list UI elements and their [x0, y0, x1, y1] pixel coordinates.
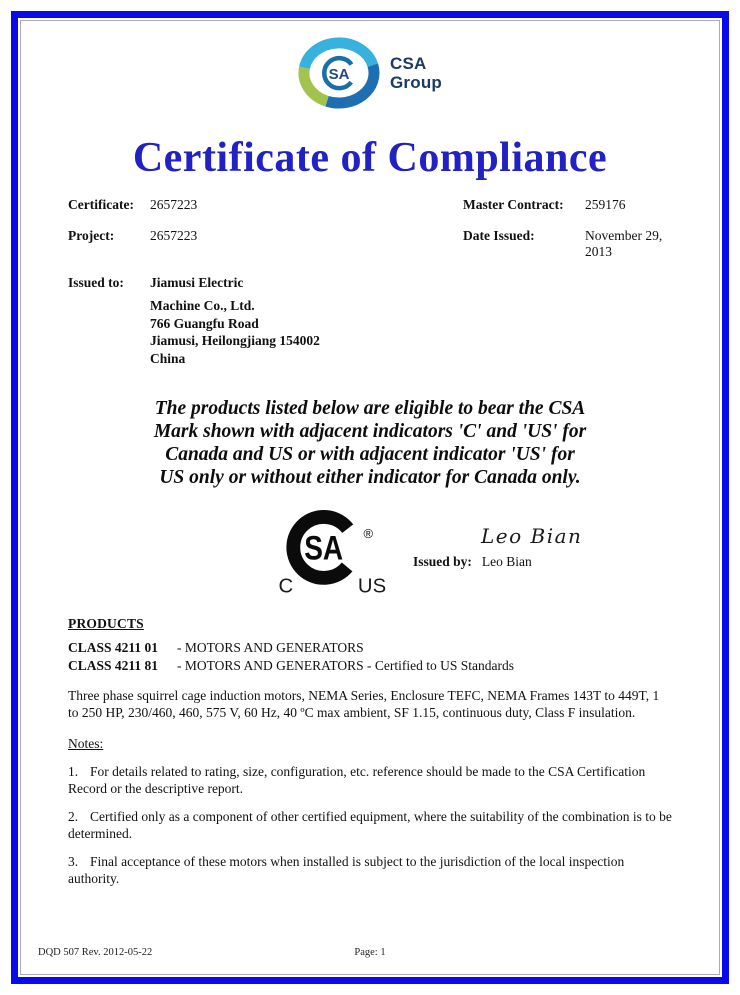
project-label: Project: [68, 228, 115, 243]
csa-group-logo [68, 37, 672, 109]
class-row [68, 657, 672, 675]
note-text: Final acceptance of these motors when installed is subject to the jurisdiction of the local inspection authority. [68, 854, 625, 886]
brand-line-2: Group [390, 73, 442, 92]
footer-page-number: Page: 1 [354, 947, 386, 958]
notes-heading: Notes: [68, 736, 104, 751]
issued-by-value: Leo Bian [481, 554, 532, 569]
mark-and-signature-row [68, 502, 672, 602]
statement-line: Mark shown with adjacent indicators 'C' and 'US' for [153, 421, 587, 442]
statement-line: Canada and US or with adjacent indicator 'US' for [165, 444, 575, 465]
note-item [68, 763, 672, 797]
registered-trademark-symbol: ® [363, 526, 373, 542]
mark-us-indicator: US [357, 575, 387, 598]
class-table [68, 639, 672, 674]
master-contract-label: Master Contract: [463, 197, 564, 212]
footer-document-ref: DQD 507 Rev. 2012-05-22 [38, 947, 153, 958]
project-value: 2657223 [150, 228, 198, 243]
issued-to-address [150, 297, 672, 367]
mark-monogram-text: SA [304, 528, 344, 568]
meta-row-issued-to [68, 275, 672, 291]
signature-block [413, 502, 582, 570]
master-contract-value: 259176 [585, 197, 626, 212]
meta-row-project [68, 228, 672, 260]
mark-c-indicator: C [278, 575, 294, 598]
csa-globe-icon [298, 37, 380, 109]
note-number: 3. [68, 854, 79, 869]
date-issued-label: Date Issued: [463, 228, 535, 243]
note-number: 2. [68, 809, 79, 824]
certificate-value: 2657223 [150, 197, 198, 212]
class-description: - MOTORS AND GENERATORS - Certified to US Standards [177, 657, 515, 673]
signature-script: Leo Bian [481, 524, 583, 548]
note-item [68, 808, 672, 842]
certificate-label: Certificate: [68, 197, 134, 212]
product-description: Three phase squirrel cage induction motors, NEMA Series, Enclosure TEFC, NEMA Frames 143T to 449T, 1 to 250 HP, 230/460, 460, 575 V, 60 Hz, 40 ºC max ambient, SF 1.15, continuous duty, Class F insulation. [68, 688, 660, 720]
date-issued-value: November 29, 2013 [585, 228, 663, 259]
note-text: For details related to rating, size, configuration, etc. reference should be made to the CSA Certification Record or the descriptive report. [68, 764, 646, 796]
eligibility-statement [68, 397, 672, 489]
brand-line-1: CSA [390, 53, 427, 73]
address-line: Machine Co., Ltd. [150, 298, 255, 313]
issued-to-name: Jiamusi Electric [150, 275, 244, 290]
statement-line: The products listed below are eligible to bear the CSA [154, 398, 586, 419]
issued-by-row [413, 554, 582, 570]
issued-by-label: Issued by: [413, 554, 472, 569]
class-description: - MOTORS AND GENERATORS [177, 640, 364, 655]
issued-to-label: Issued to: [68, 275, 124, 290]
class-code: CLASS 4211 81 [68, 657, 159, 673]
class-code: CLASS 4211 01 [68, 640, 159, 655]
class-row [68, 639, 672, 657]
meta-row-certificate [68, 197, 672, 213]
address-line: 766 Guangfu Road [150, 315, 259, 331]
statement-line: US only or without either indicator for Canada only. [159, 467, 581, 488]
brand-wordmark [390, 54, 442, 92]
products-heading: PRODUCTS [68, 616, 144, 631]
note-text: Certified only as a component of other certified equipment, where the suitability of the combination is to be determined. [68, 809, 672, 841]
address-line: Jiamusi, Heilongjiang 154002 [150, 333, 320, 348]
certificate-page [68, 21, 672, 887]
page-title: Certificate of Compliance [132, 135, 608, 181]
note-number: 1. [68, 764, 79, 779]
page-footer [38, 947, 702, 958]
note-item [68, 853, 672, 887]
certificate-meta [68, 197, 672, 367]
address-line: China [150, 350, 186, 366]
csa-certification-mark-icon [273, 502, 393, 602]
csa-monogram-text: SA [328, 66, 350, 83]
